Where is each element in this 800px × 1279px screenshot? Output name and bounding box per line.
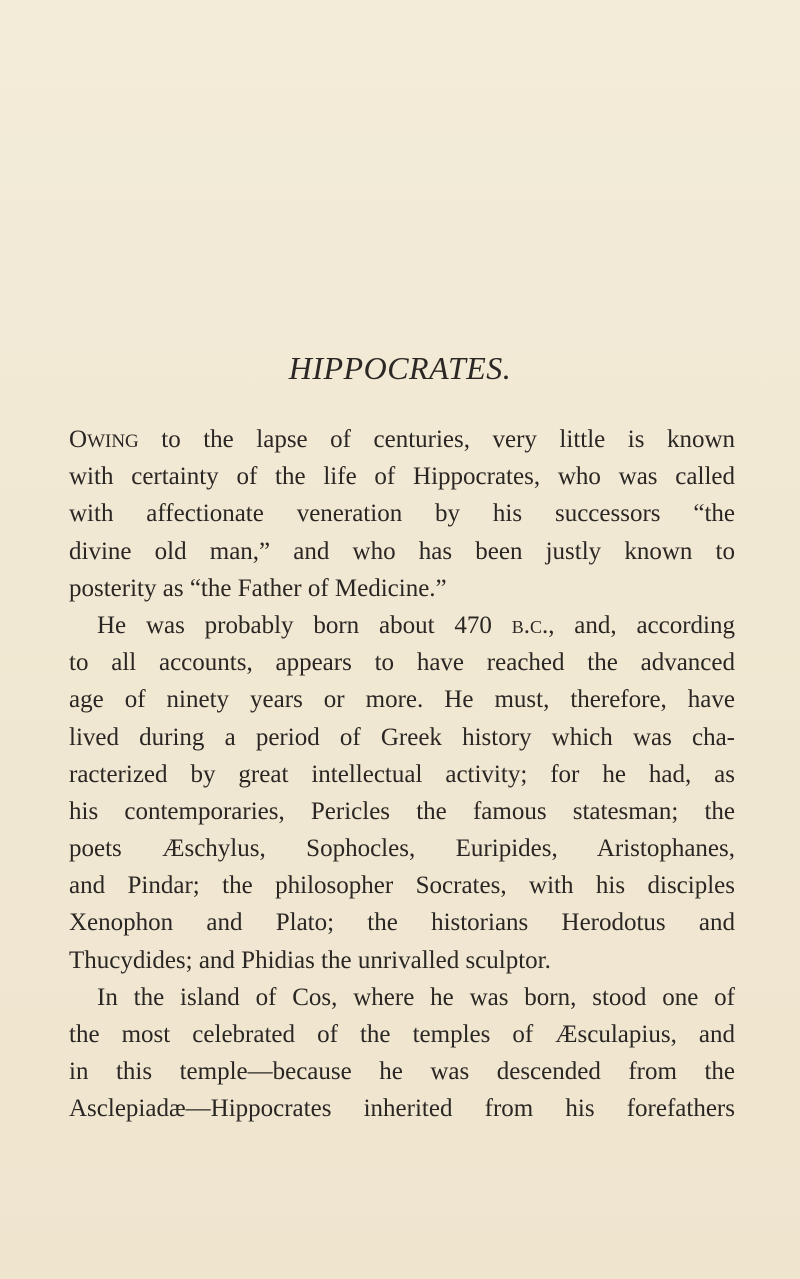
text-line: and Pindar; the philosopher Socrates, with his disciples	[69, 872, 735, 900]
body-text	[69, 421, 735, 1128]
text-line: In the island of Cos, where he was born, stood one of	[97, 983, 735, 1011]
text-line: posterity as “the Father of Medicine.”	[69, 574, 447, 602]
text-line: Asclepiadæ—Hippocrates inherited from his forefathers	[69, 1095, 735, 1123]
text-line: with certainty of the life of Hippocrates, who was called	[69, 463, 735, 491]
text-line: the most celebrated of the temples of Æsculapius, and	[69, 1021, 735, 1048]
text-line: age of ninety years or more. He must, therefore, have	[69, 686, 735, 714]
text-line: racterized by great intellectual activity; for he had, as	[69, 760, 735, 788]
text-line: He was probably born about 470 b.c., and, according	[97, 611, 735, 639]
text-line: divine old man,” and who has been justly known to	[69, 537, 735, 565]
text-line: Xenophon and Plato; the historians Herodotus and	[69, 909, 735, 937]
text-line: lived during a period of Greek history which was cha-	[69, 723, 735, 751]
text-line: poets Æschylus, Sophocles, Euripides, Aristophanes,	[69, 835, 735, 863]
text-line: with affectionate veneration by his successors “the	[69, 500, 735, 528]
text-line: to all accounts, appears to have reached the advanced	[69, 649, 735, 677]
text-line: his contemporaries, Pericles the famous statesman; the	[69, 797, 735, 825]
text-line: Thucydides; and Phidias the unrivalled sculptor.	[69, 946, 551, 974]
text-line: in this temple—because he was descended from the	[69, 1058, 735, 1086]
chapter-title: HIPPOCRATES.	[288, 350, 512, 386]
text-line: OWING to the lapse of centuries, very little is known	[69, 426, 735, 453]
